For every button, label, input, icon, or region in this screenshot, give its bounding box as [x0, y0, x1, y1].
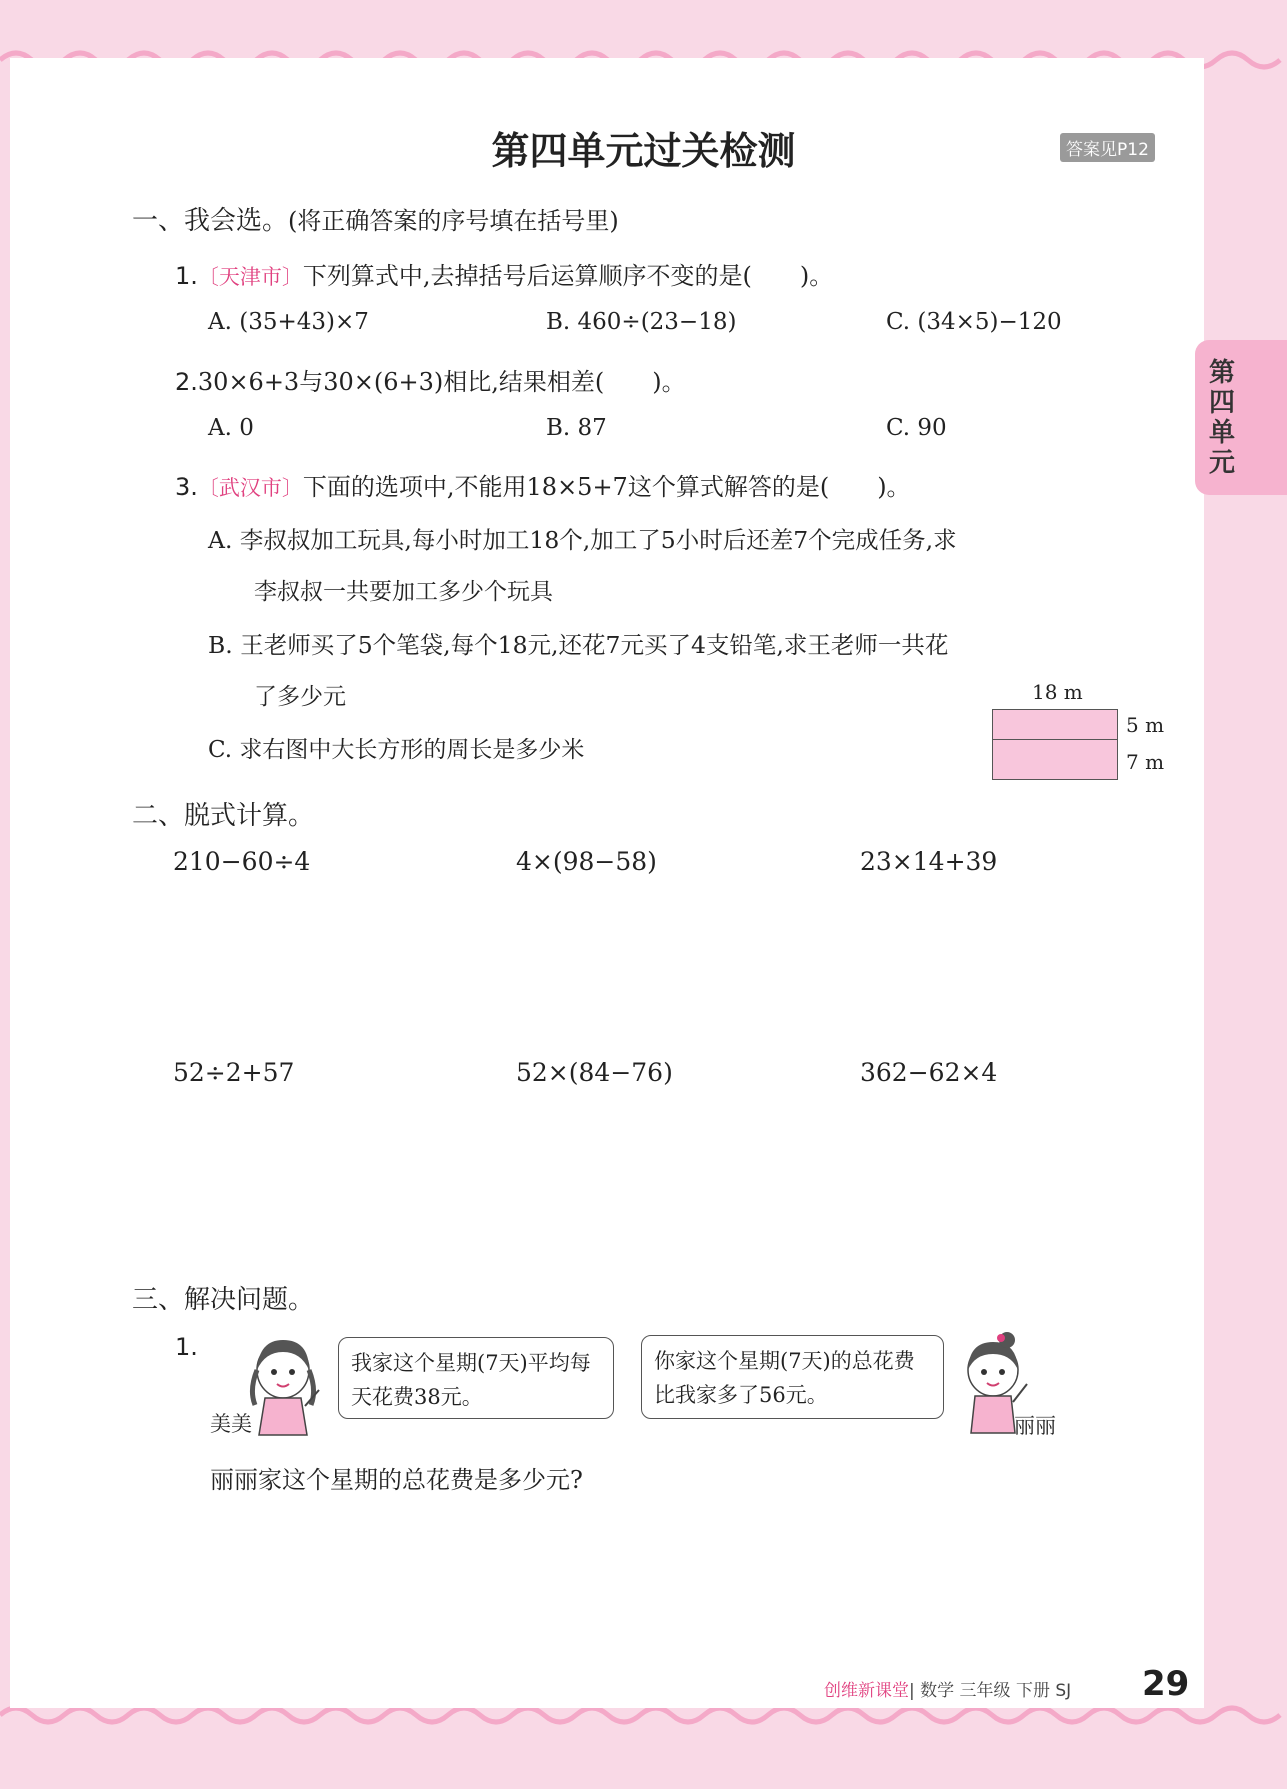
rectangle-divider: [992, 739, 1118, 740]
page-title: 第四单元过关检测: [491, 129, 796, 173]
q1-option-b: B. 460÷(23−18): [546, 309, 737, 335]
page-number: 29: [1142, 1664, 1190, 1704]
question-3-1-number: 1.: [175, 1333, 198, 1361]
q1-option-a: A. (35+43)×7: [208, 309, 369, 335]
worksheet-page: [10, 58, 1204, 1708]
answer-reference-badge: 答案见P12: [1060, 133, 1155, 162]
region-tag: 〔天津市〕: [197, 265, 303, 289]
figure-top-label: 5 m: [1126, 713, 1165, 737]
meimei-name-label: 美美: [210, 1412, 252, 1436]
question-3-1-text: 丽丽家这个星期的总花费是多少元?: [210, 1466, 583, 1494]
unit-side-tab-label: 第 四 单 元: [1208, 358, 1235, 478]
q3-option-b-line2: 了多少元: [254, 684, 346, 710]
calc-item: 52÷2+57: [173, 1058, 295, 1087]
section-2-heading: 二、脱式计算。: [132, 801, 315, 831]
q2-option-a: A. 0: [208, 415, 254, 441]
q3-option-a-line2: 李叔叔一共要加工多少个玩具: [254, 579, 553, 605]
calc-item: 362−62×4: [860, 1058, 998, 1087]
large-rectangle-figure: [992, 709, 1118, 780]
calc-item: 52×(84−76): [516, 1058, 673, 1087]
girl-meimei-illustration: [245, 1330, 325, 1440]
q3-option-a-line1: A. 李叔叔加工玩具,每小时加工18个,加工了5小时后还差7个完成任务,求: [208, 526, 957, 554]
question-1-3: 3.〔武汉市〕下面的选项中,不能用18×5+7这个算式解答的是( )。: [175, 473, 911, 501]
footer-info: 创维新课堂| 数学 三年级 下册 SJ: [824, 1681, 1072, 1701]
section-3-heading: 三、解决问题。: [132, 1285, 315, 1315]
meimei-speech-bubble: 我家这个星期(7天)平均每天花费38元。: [338, 1337, 614, 1419]
q2-option-b: B. 87: [546, 415, 607, 441]
calc-item: 23×14+39: [860, 847, 998, 876]
section-1-heading: 一、我会选。(将正确答案的序号填在括号里): [132, 206, 619, 236]
question-1-1: 1.〔天津市〕下列算式中,去掉括号后运算顺序不变的是( )。: [175, 262, 834, 290]
calc-item: 4×(98−58): [516, 847, 657, 876]
q1-option-c: C. (34×5)−120: [886, 309, 1062, 335]
figure-bottom-label: 7 m: [1126, 750, 1165, 774]
q2-option-c: C. 90: [886, 415, 947, 441]
lili-speech-bubble: 你家这个星期(7天)的总花费比我家多了56元。: [641, 1335, 944, 1419]
calc-item: 210−60÷4: [173, 847, 311, 876]
q3-option-c: C. 求右图中大长方形的周长是多少米: [208, 737, 585, 763]
question-1-2: 2.30×6+3与30×(6+3)相比,结果相差( )。: [175, 368, 686, 396]
q3-option-b-line1: B. 王老师买了5个笔袋,每个18元,还花7元买了4支铅笔,求王老师一共花: [208, 631, 949, 659]
lili-name-label: 丽丽: [1014, 1414, 1056, 1438]
figure-width-label: 18 m: [1032, 680, 1083, 704]
region-tag: 〔武汉市〕: [197, 476, 303, 500]
